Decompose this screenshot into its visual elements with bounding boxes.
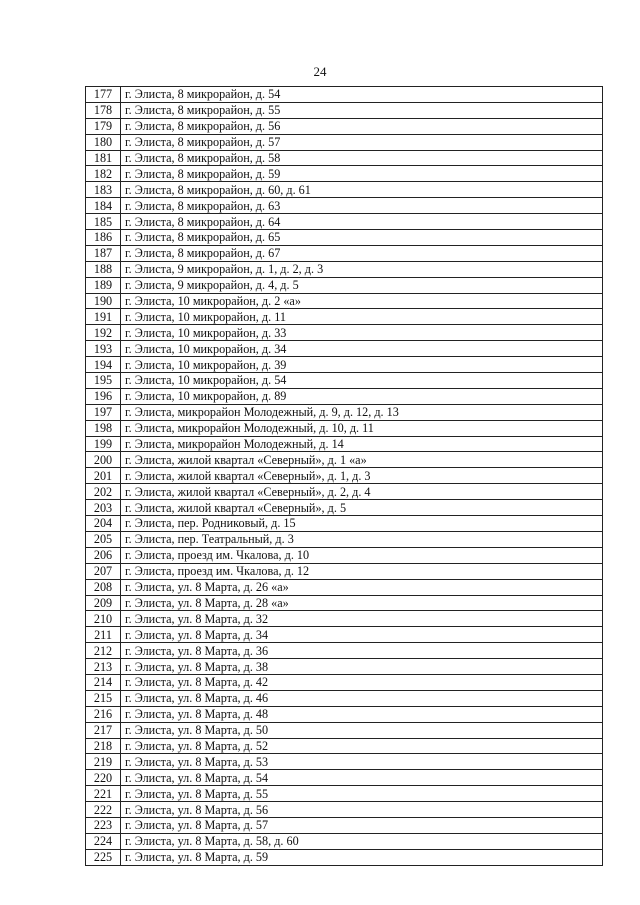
- table-row: [86, 325, 603, 341]
- row-address: г. Элиста, ул. 8 Марта, д. 54: [121, 770, 603, 786]
- table-row: [86, 786, 603, 802]
- row-number: 222: [86, 802, 121, 818]
- table-row: [86, 404, 603, 420]
- row-address: г. Элиста, ул. 8 Марта, д. 55: [121, 786, 603, 802]
- table-row: [86, 293, 603, 309]
- table-row: [86, 261, 603, 277]
- row-number: 188: [86, 261, 121, 277]
- row-number: 191: [86, 309, 121, 325]
- row-number: 209: [86, 595, 121, 611]
- row-number: 196: [86, 388, 121, 404]
- row-address: г. Элиста, 8 микрорайон, д. 65: [121, 230, 603, 246]
- row-number: 180: [86, 134, 121, 150]
- row-number: 193: [86, 341, 121, 357]
- table-row: [86, 627, 603, 643]
- row-number: 179: [86, 118, 121, 134]
- table-row: [86, 388, 603, 404]
- table-row: [86, 547, 603, 563]
- row-address: г. Элиста, жилой квартал «Северный», д. 1, д. 3: [121, 468, 603, 484]
- row-number: 198: [86, 420, 121, 436]
- row-address: г. Элиста, 10 микрорайон, д. 33: [121, 325, 603, 341]
- address-table-body: [86, 87, 603, 866]
- row-number: 216: [86, 706, 121, 722]
- table-row: [86, 468, 603, 484]
- row-address: г. Элиста, 9 микрорайон, д. 1, д. 2, д. 3: [121, 261, 603, 277]
- row-number: 207: [86, 563, 121, 579]
- table-row: [86, 373, 603, 389]
- table-row: [86, 420, 603, 436]
- table-row: [86, 516, 603, 532]
- row-number: 181: [86, 150, 121, 166]
- table-row: [86, 706, 603, 722]
- table-row: [86, 452, 603, 468]
- row-number: 186: [86, 230, 121, 246]
- row-number: 218: [86, 738, 121, 754]
- row-number: 206: [86, 547, 121, 563]
- row-address: г. Элиста, микрорайон Молодежный, д. 10, д. 11: [121, 420, 603, 436]
- row-address: г. Элиста, жилой квартал «Северный», д. 5: [121, 500, 603, 516]
- row-address: г. Элиста, ул. 8 Марта, д. 57: [121, 817, 603, 833]
- row-address: г. Элиста, жилой квартал «Северный», д. 2, д. 4: [121, 484, 603, 500]
- row-number: 199: [86, 436, 121, 452]
- row-number: 178: [86, 102, 121, 118]
- row-number: 208: [86, 579, 121, 595]
- row-address: г. Элиста, 10 микрорайон, д. 89: [121, 388, 603, 404]
- row-address: г. Элиста, ул. 8 Марта, д. 26 «а»: [121, 579, 603, 595]
- row-number: 201: [86, 468, 121, 484]
- table-row: [86, 802, 603, 818]
- table-row: [86, 738, 603, 754]
- table-row: [86, 87, 603, 103]
- row-number: 214: [86, 674, 121, 690]
- row-number: 182: [86, 166, 121, 182]
- row-address: г. Элиста, ул. 8 Марта, д. 38: [121, 659, 603, 675]
- row-address: г. Элиста, 8 микрорайон, д. 64: [121, 214, 603, 230]
- table-row: [86, 214, 603, 230]
- row-number: 184: [86, 198, 121, 214]
- row-address: г. Элиста, 10 микрорайон, д. 2 «а»: [121, 293, 603, 309]
- row-number: 211: [86, 627, 121, 643]
- row-address: г. Элиста, 10 микрорайон, д. 54: [121, 373, 603, 389]
- table-row: [86, 722, 603, 738]
- table-row: [86, 611, 603, 627]
- table-row: [86, 500, 603, 516]
- row-address: г. Элиста, 8 микрорайон, д. 58: [121, 150, 603, 166]
- row-number: 204: [86, 516, 121, 532]
- row-address: г. Элиста, ул. 8 Марта, д. 36: [121, 643, 603, 659]
- row-address: г. Элиста, ул. 8 Марта, д. 46: [121, 690, 603, 706]
- row-number: 200: [86, 452, 121, 468]
- row-address: г. Элиста, пер. Театральный, д. 3: [121, 531, 603, 547]
- row-number: 221: [86, 786, 121, 802]
- table-row: [86, 357, 603, 373]
- row-number: 225: [86, 849, 121, 865]
- row-number: 183: [86, 182, 121, 198]
- row-number: 202: [86, 484, 121, 500]
- row-address: г. Элиста, ул. 8 Марта, д. 59: [121, 849, 603, 865]
- table-row: [86, 198, 603, 214]
- table-row: [86, 531, 603, 547]
- row-number: 212: [86, 643, 121, 659]
- table-row: [86, 118, 603, 134]
- row-address: г. Элиста, ул. 8 Марта, д. 50: [121, 722, 603, 738]
- table-row: [86, 770, 603, 786]
- row-number: 213: [86, 659, 121, 675]
- row-number: 177: [86, 87, 121, 103]
- row-number: 215: [86, 690, 121, 706]
- row-address: г. Элиста, 8 микрорайон, д. 54: [121, 87, 603, 103]
- row-address: г. Элиста, ул. 8 Марта, д. 53: [121, 754, 603, 770]
- table-row: [86, 150, 603, 166]
- row-address: г. Элиста, проезд им. Чкалова, д. 10: [121, 547, 603, 563]
- page-number: 24: [313, 64, 327, 79]
- row-address: г. Элиста, пер. Родниковый, д. 15: [121, 516, 603, 532]
- row-number: 189: [86, 277, 121, 293]
- row-address: г. Элиста, ул. 8 Марта, д. 32: [121, 611, 603, 627]
- row-number: 195: [86, 373, 121, 389]
- table-row: [86, 595, 603, 611]
- table-row: [86, 436, 603, 452]
- row-address: г. Элиста, 8 микрорайон, д. 57: [121, 134, 603, 150]
- row-address: г. Элиста, 8 микрорайон, д. 67: [121, 245, 603, 261]
- row-address: г. Элиста, микрорайон Молодежный, д. 9, д. 12, д. 13: [121, 404, 603, 420]
- row-number: 187: [86, 245, 121, 261]
- table-row: [86, 817, 603, 833]
- table-row: [86, 690, 603, 706]
- row-address: г. Элиста, 8 микрорайон, д. 63: [121, 198, 603, 214]
- table-row: [86, 182, 603, 198]
- row-number: 219: [86, 754, 121, 770]
- row-address: г. Элиста, ул. 8 Марта, д. 58, д. 60: [121, 833, 603, 849]
- address-table: [85, 86, 603, 866]
- table-row: [86, 245, 603, 261]
- row-number: 185: [86, 214, 121, 230]
- row-address: г. Элиста, ул. 8 Марта, д. 56: [121, 802, 603, 818]
- table-row: [86, 849, 603, 865]
- row-address: г. Элиста, 9 микрорайон, д. 4, д. 5: [121, 277, 603, 293]
- row-address: г. Элиста, проезд им. Чкалова, д. 12: [121, 563, 603, 579]
- table-row: [86, 659, 603, 675]
- row-address: г. Элиста, 10 микрорайон, д. 39: [121, 357, 603, 373]
- row-number: 224: [86, 833, 121, 849]
- row-address: г. Элиста, 10 микрорайон, д. 11: [121, 309, 603, 325]
- row-number: 192: [86, 325, 121, 341]
- row-address: г. Элиста, ул. 8 Марта, д. 42: [121, 674, 603, 690]
- table-row: [86, 484, 603, 500]
- row-number: 194: [86, 357, 121, 373]
- row-address: г. Элиста, микрорайон Молодежный, д. 14: [121, 436, 603, 452]
- row-number: 197: [86, 404, 121, 420]
- table-row: [86, 833, 603, 849]
- row-address: г. Элиста, ул. 8 Марта, д. 28 «а»: [121, 595, 603, 611]
- table-row: [86, 102, 603, 118]
- row-number: 203: [86, 500, 121, 516]
- row-address: г. Элиста, 10 микрорайон, д. 34: [121, 341, 603, 357]
- row-number: 190: [86, 293, 121, 309]
- table-row: [86, 341, 603, 357]
- table-row: [86, 277, 603, 293]
- table-row: [86, 166, 603, 182]
- row-address: г. Элиста, 8 микрорайон, д. 56: [121, 118, 603, 134]
- table-row: [86, 754, 603, 770]
- row-address: г. Элиста, ул. 8 Марта, д. 52: [121, 738, 603, 754]
- table-row: [86, 309, 603, 325]
- row-address: г. Элиста, 8 микрорайон, д. 60, д. 61: [121, 182, 603, 198]
- row-address: г. Элиста, 8 микрорайон, д. 59: [121, 166, 603, 182]
- row-address: г. Элиста, 8 микрорайон, д. 55: [121, 102, 603, 118]
- table-row: [86, 230, 603, 246]
- row-address: г. Элиста, ул. 8 Марта, д. 48: [121, 706, 603, 722]
- table-row: [86, 674, 603, 690]
- row-number: 210: [86, 611, 121, 627]
- row-number: 205: [86, 531, 121, 547]
- table-row: [86, 643, 603, 659]
- table-row: [86, 134, 603, 150]
- row-address: г. Элиста, ул. 8 Марта, д. 34: [121, 627, 603, 643]
- row-number: 217: [86, 722, 121, 738]
- row-number: 220: [86, 770, 121, 786]
- row-number: 223: [86, 817, 121, 833]
- table-row: [86, 563, 603, 579]
- table-row: [86, 579, 603, 595]
- row-address: г. Элиста, жилой квартал «Северный», д. 1 «а»: [121, 452, 603, 468]
